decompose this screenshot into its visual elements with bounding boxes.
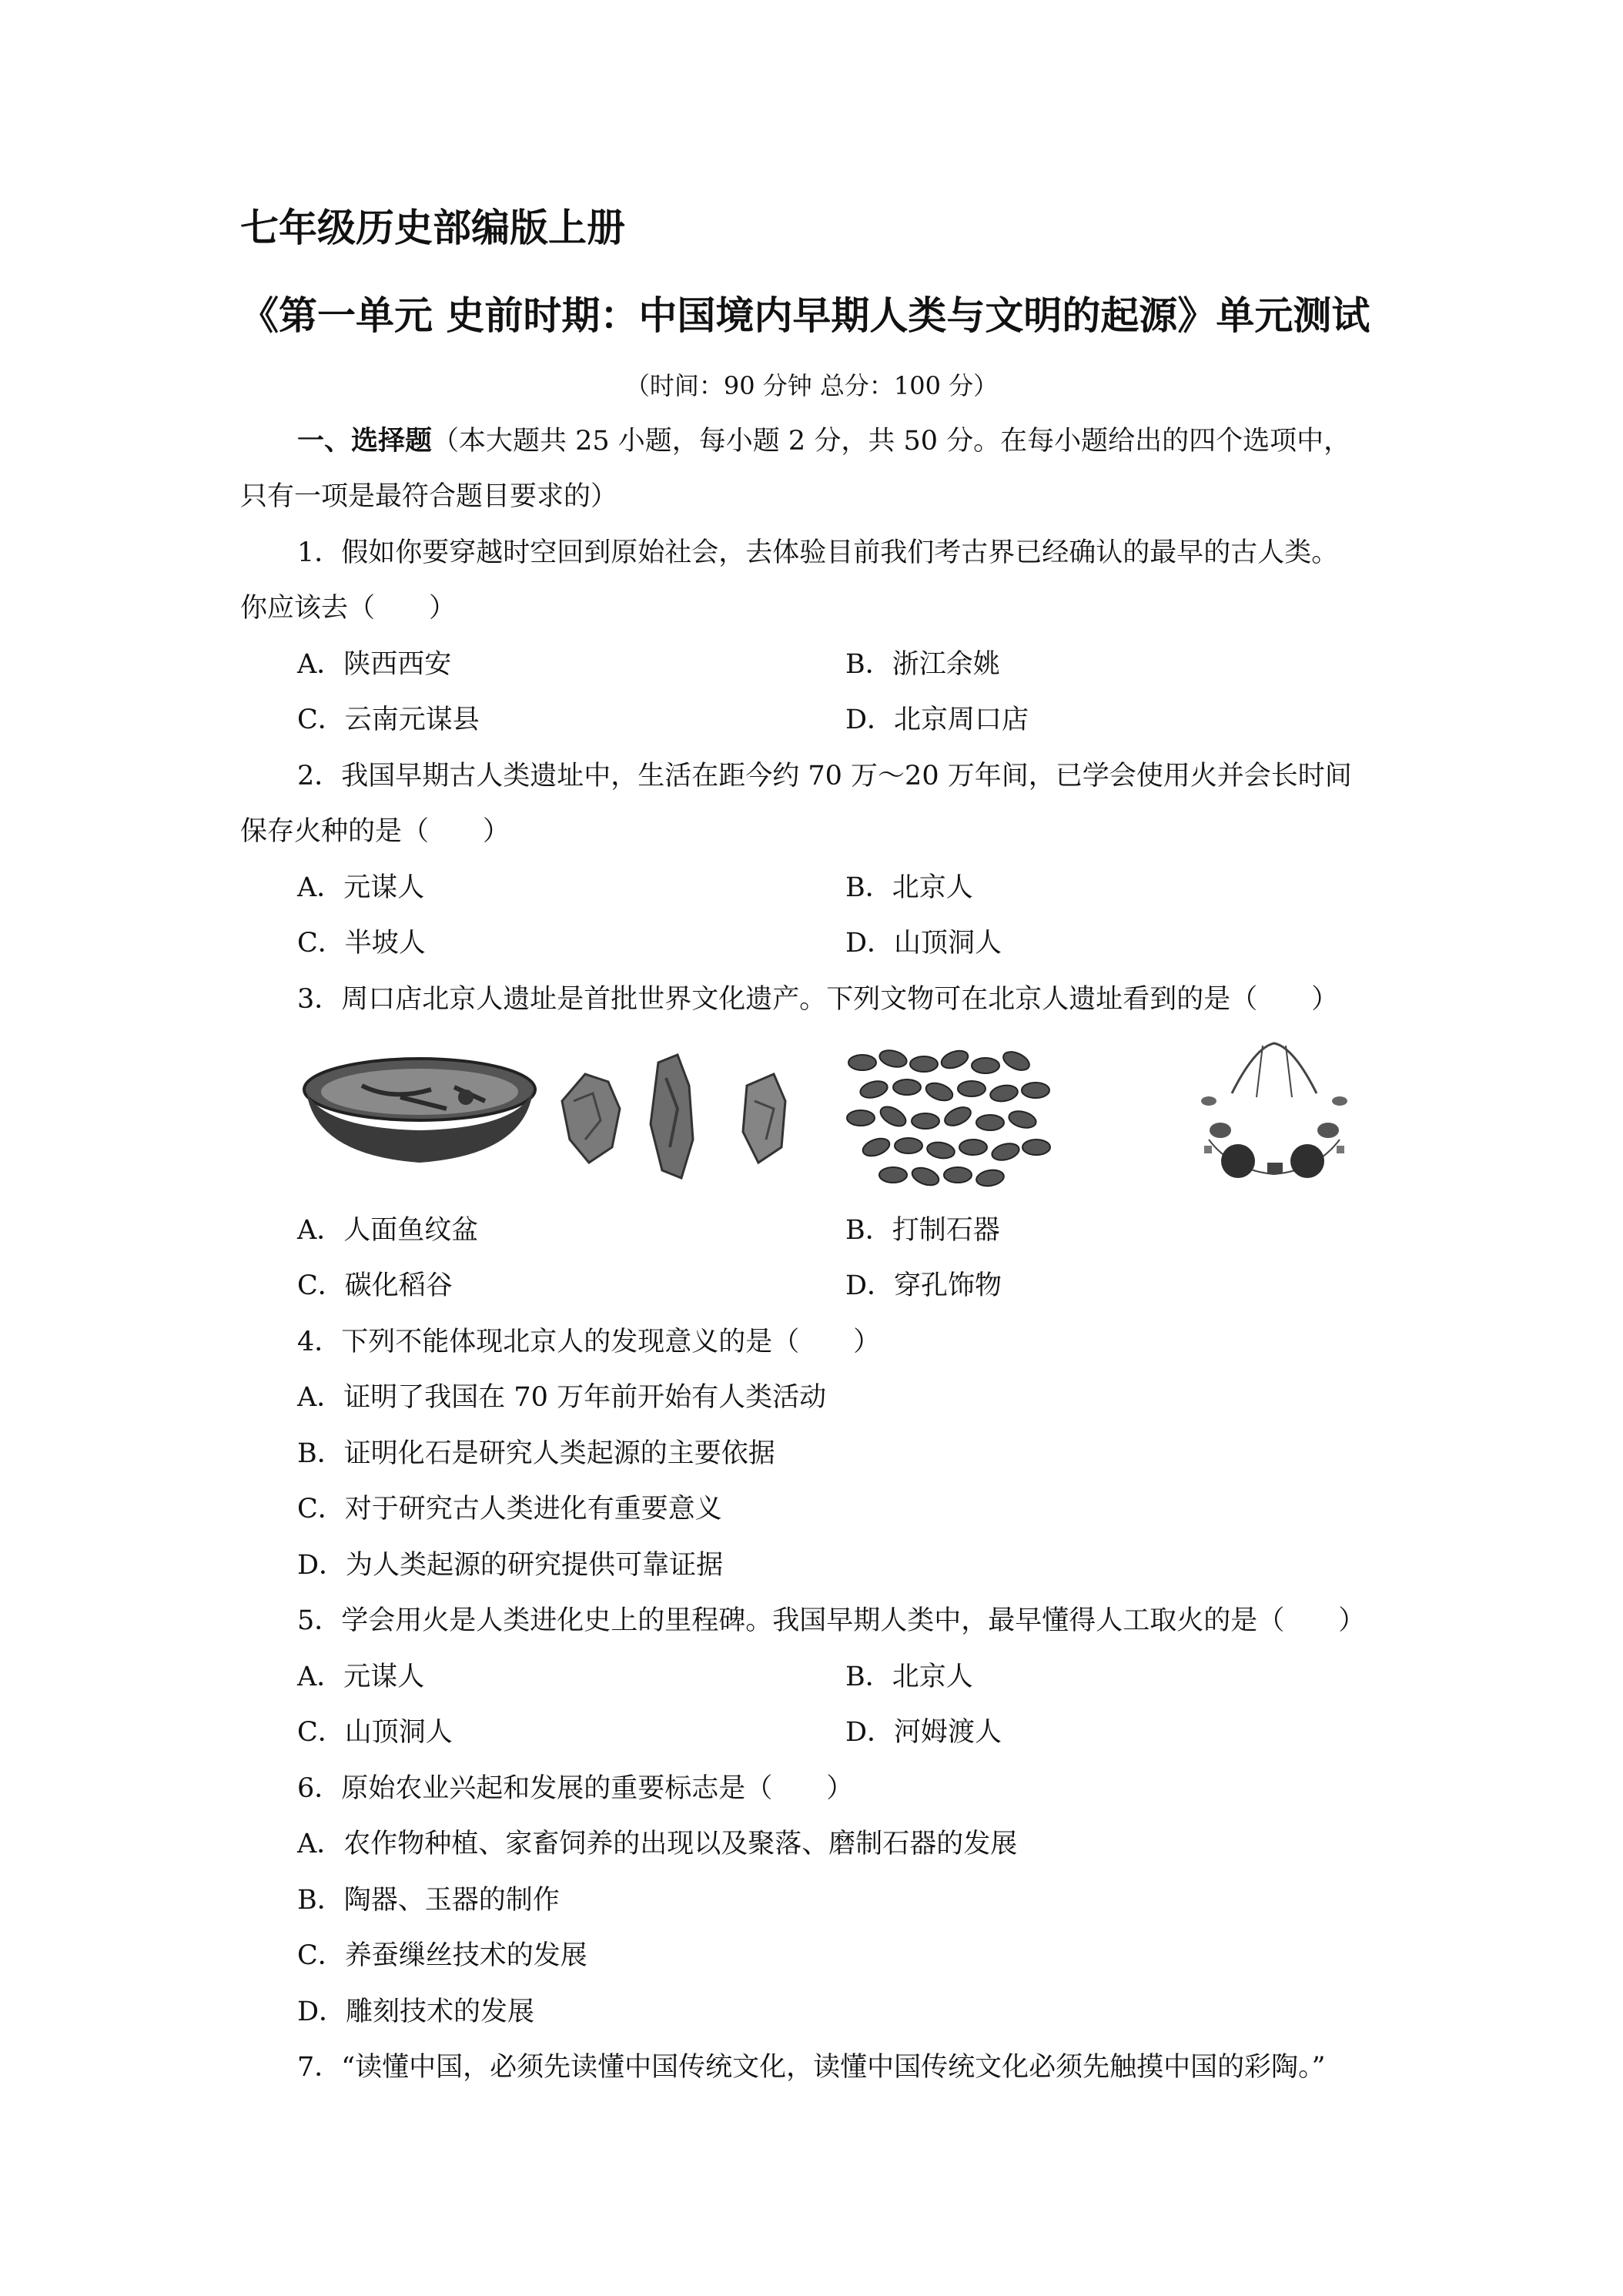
question-5-option-a: A．元谋人 (297, 1662, 425, 1692)
question-3-option-b: B．打制石器 (845, 1215, 1000, 1246)
section-intro-text: （本大题共 25 小题，每小题 2 分，共 50 分。在每小题给出的四个选项中， (432, 426, 1351, 457)
question-6-stem: 6．原始农业兴起和发展的重要标志是（ ） (297, 1773, 854, 1804)
question-1-stem-cont: 你应该去（ ） (240, 593, 457, 624)
question-2-option-d: D．山顶洞人 (845, 928, 1002, 959)
question-5-option-b: B．北京人 (845, 1662, 973, 1692)
question-6-option-b: B．陶器、玉器的制作 (297, 1885, 560, 1916)
question-1-option-a: A．陕西西安 (297, 649, 452, 680)
basin-image (300, 1055, 539, 1170)
question-2-stem-cont: 保存火种的是（ ） (240, 816, 510, 847)
perforated-ornament-image (1186, 1039, 1363, 1186)
question-4-option-c: C．对于研究古人类进化有重要意义 (297, 1494, 722, 1525)
carbonized-rice-image (839, 1039, 1062, 1193)
section-heading: 一、选择题 (297, 426, 433, 457)
question-6-option-c: C．养蚕缫丝技术的发展 (297, 1940, 587, 1971)
exam-meta: （时间：90 分钟 总分：100 分） (624, 371, 999, 400)
question-2-option-c: C．半坡人 (297, 928, 426, 959)
question-5-stem: 5．学会用火是人类进化史上的里程碑。我国早期人类中，最早懂得人工取火的是（ ） (297, 1605, 1366, 1636)
question-1-option-c: C．云南元谋县 (297, 705, 480, 735)
question-3-stem: 3．周口店北京人遗址是首批世界文化遗产。下列文物可在北京人遗址看到的是（ ） (297, 984, 1339, 1015)
question-7-stem: 7．“读懂中国，必须先读懂中国传统文化，读懂中国传统文化必须先触摸中国的彩陶。” (297, 2052, 1326, 2083)
question-4-stem: 4．下列不能体现北京人的发现意义的是（ ） (297, 1327, 881, 1357)
question-2-option-b: B．北京人 (845, 872, 973, 903)
question-4-option-b: B．证明化石是研究人类起源的主要依据 (297, 1438, 775, 1469)
question-6-option-a: A．农作物种植、家畜饲养的出现以及聚落、磨制石器的发展 (297, 1829, 1018, 1859)
question-6-option-d: D．雕刻技术的发展 (297, 1996, 535, 2027)
page-title: 七年级历史部编版上册 (240, 206, 625, 250)
stone-tools-image (554, 1047, 824, 1186)
question-5-option-c: C．山顶洞人 (297, 1717, 453, 1748)
section-intro (297, 422, 1350, 460)
question-3-option-c: C．碳化稻谷 (297, 1270, 453, 1301)
question-5-option-d: D．河姆渡人 (845, 1717, 1002, 1748)
question-3-option-d: D．穿孔饰物 (845, 1270, 1002, 1301)
question-2-option-a: A．元谋人 (297, 872, 425, 903)
question-4-option-a: A．证明了我国在 70 万年前开始有人类活动 (297, 1382, 827, 1413)
question-1-option-d: D．北京周口店 (845, 705, 1029, 735)
question-2-stem: 2．我国早期古人类遗址中，生活在距今约 70 万～20 万年间，已学会使用火并会长时间 (297, 761, 1352, 792)
page-subtitle: 《第一单元 史前时期：中国境内早期人类与文明的起源》单元测试 (240, 293, 1370, 338)
question-1-option-b: B．浙江余姚 (845, 649, 1000, 680)
question-1-stem: 1．假如你要穿越时空回到原始社会，去体验目前我们考古界已经确认的最早的古人类。 (297, 537, 1339, 568)
section-intro-cont: 只有一项是最符合题目要求的） (240, 481, 618, 512)
question-4-option-d: D．为人类起源的研究提供可靠证据 (297, 1550, 724, 1581)
question-3-figures (300, 1039, 1378, 1193)
question-3-option-a: A．人面鱼纹盆 (297, 1215, 479, 1246)
